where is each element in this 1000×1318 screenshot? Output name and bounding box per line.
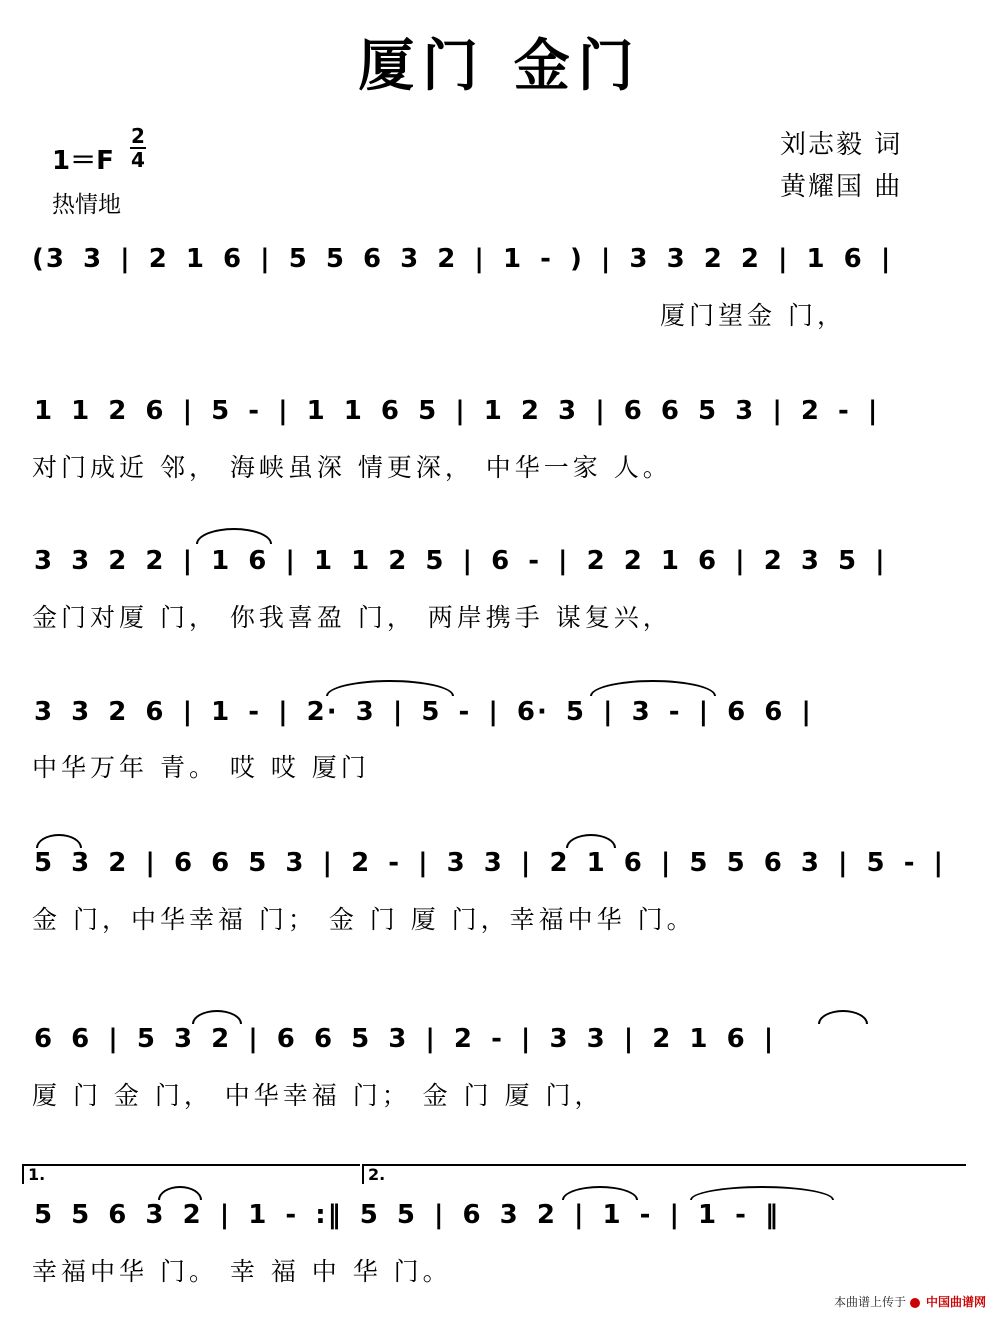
tie-arc (562, 1186, 638, 1200)
tie-arc (36, 834, 82, 848)
tie-arc (158, 1186, 202, 1200)
time-signature-bottom: 4 (131, 148, 145, 172)
tie-arc (326, 680, 454, 696)
footer-upload-text: 本曲谱上传于 (833, 1295, 906, 1309)
notation-row-6: 6 6 | 5 3 2 | 6 6 5 3 | 2 - | 3 3 | 2 1 6 | (34, 1024, 776, 1054)
time-signature (129, 125, 147, 171)
footer-attribution (834, 1293, 986, 1310)
notation-row-2: 1 1 2 6 | 5 - | 1 1 6 5 | 1 2 3 | 6 6 5 3 | 2 - | (34, 396, 880, 426)
key-signature: 1＝F (52, 146, 114, 176)
composer-credit: 黄耀国 曲 (780, 172, 903, 202)
lyrics-row-2: 对门成近 邻， 海峡虽深 情更深， 中华一家 人。 (32, 453, 672, 482)
lyrics-row-7: 幸福中华 门。 幸 福 中 华 门。 (32, 1257, 452, 1286)
notation-row-5: 5 3 2 | 6 6 5 3 | 2 - | 3 3 | 2 1 6 | 5 5 6 3 | 5 - | (34, 848, 946, 878)
first-ending-label: 1. (28, 1165, 46, 1184)
tie-arc (690, 1186, 834, 1200)
notation-row-4: 3 3 2 6 | 1 - | 2· 3 | 5 - | 6· 5 | 3 - | 6 6 | (34, 697, 813, 727)
time-signature-top: 2 (131, 124, 145, 148)
lyrics-row-1: 厦门望金 门， (660, 301, 846, 330)
page-title: 厦门 金门 (358, 33, 642, 99)
notation-row-3: 3 3 2 2 | 1 6 | 1 1 2 5 | 6 - | 2 2 1 6 | 2 3 5 | (34, 546, 887, 576)
lyrics-row-5: 金 门，中华幸福 门； 金 门 厦 门，幸福中华 门。 (32, 905, 696, 934)
lyrics-row-6: 厦 门 金 门， 中华幸福 门； 金 门 厦 门， (32, 1081, 604, 1110)
first-ending-bracket (22, 1164, 360, 1184)
footer-site-name: 中国曲谱网 (925, 1295, 986, 1309)
notation-row-1: (3 3 | 2 1 6 | 5 5 6 3 2 | 1 - ) | 3 3 2 2 | 1 6 | (32, 244, 893, 274)
second-ending-label: 2. (368, 1165, 386, 1184)
tie-arc (818, 1010, 868, 1024)
lyricist-credit: 刘志毅 词 (780, 130, 903, 160)
tempo-marking: 热情地 (52, 192, 121, 218)
tie-arc (192, 1010, 242, 1024)
notation-row-7: 5 5 6 3 2 | 1 - :‖ 5 5 | 6 3 2 | 1 - | 1 - ‖ (34, 1200, 781, 1230)
tie-arc (590, 680, 716, 696)
site-logo-icon (910, 1298, 920, 1308)
tie-arc (566, 834, 616, 848)
second-ending-bracket (362, 1164, 966, 1184)
lyrics-row-4: 中华万年 青。 哎 哎 厦门 (32, 753, 370, 782)
tie-arc (196, 528, 272, 544)
lyrics-row-3: 金门对厦 门， 你我喜盈 门， 两岸携手 谋复兴， (32, 603, 672, 632)
